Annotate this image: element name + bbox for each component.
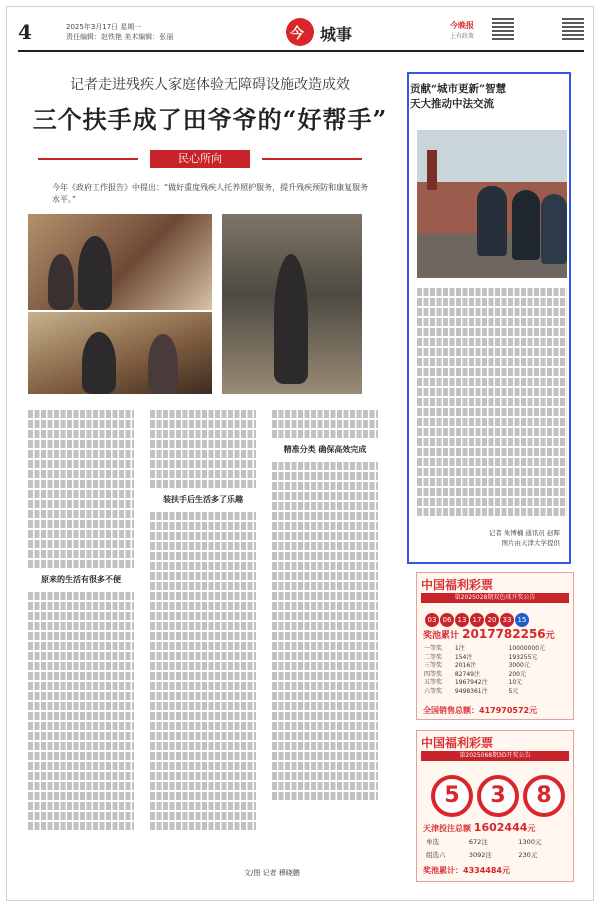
number-ball: 8 — [523, 775, 565, 817]
article-kicker: 记者走进残疾人家庭体验无障碍设施改造成效 — [70, 77, 350, 93]
jackpot-unit: 元 — [545, 631, 555, 641]
box-title-line-2: 天大推动中法交流 — [410, 98, 494, 110]
lottery-numbers — [431, 775, 569, 817]
jackpot-value: 2017782256 — [462, 627, 546, 641]
logo-char: 今 — [290, 26, 304, 42]
article-title: 三个扶手成了田爷爷的“好帮手” — [32, 105, 388, 134]
date-line-1: 2025年3月17日 星期一 — [66, 23, 142, 31]
header-rule — [18, 50, 584, 52]
qr-code-icon — [562, 18, 584, 40]
lottery-ad-welfare — [416, 572, 574, 720]
jackpot — [423, 627, 555, 641]
article-body — [28, 408, 392, 884]
person-figure — [541, 194, 567, 264]
article-byline: 文/图 记者 穆晓鹏 — [244, 869, 300, 877]
lottery-subtitle: 第2025028期双色球开奖公告 — [421, 593, 569, 603]
column-tag: 民心所向 — [150, 150, 250, 168]
table-row: 三等奖 2016注 3000元 — [424, 662, 530, 670]
subhead-2: 装扶手后生活多了乐趣 — [163, 495, 243, 504]
box-body — [417, 286, 567, 518]
box-photo — [417, 130, 567, 278]
person-figure — [477, 186, 507, 256]
lottery-subtitle: 第2025068期3D开奖公告 — [421, 751, 569, 761]
tianjin-value: 1602444 — [473, 821, 528, 834]
red-ball: 13 — [455, 613, 469, 627]
number-ball: 5 — [431, 775, 473, 817]
page-header — [18, 18, 584, 54]
section-name: 城事 — [320, 25, 353, 44]
blue-ball: 15 — [515, 613, 529, 627]
brand-sub: 上有政策 — [450, 33, 475, 40]
sales-total: 全国销售总额：417970572元 — [423, 706, 538, 715]
subhead-1: 原来的生活有很多不便 — [41, 575, 121, 584]
jackpot-label: 奖池累计 — [423, 631, 460, 641]
table-row: 一等奖 1注 10000000元 — [424, 645, 546, 652]
red-ball: 06 — [440, 613, 454, 627]
table-row: 组选六 3092注 230元 — [426, 851, 538, 859]
person-figure — [82, 332, 116, 394]
lottery-balls — [425, 607, 530, 627]
red-ball: 17 — [470, 613, 484, 627]
table-row: 单选 672注 1300元 — [426, 838, 542, 846]
number-ball: 3 — [477, 775, 519, 817]
body-column-3 — [272, 408, 378, 884]
red-ball: 20 — [485, 613, 499, 627]
table-row: 四等奖 82749注 200元 — [424, 670, 526, 678]
issue-date — [66, 22, 173, 42]
tianjin-total — [423, 821, 535, 834]
brand-name: 今晚报 — [450, 21, 474, 30]
section-logo-icon — [286, 18, 314, 46]
prize-table — [423, 835, 567, 863]
subhead-3: 精准分类 确保高效完成 — [283, 445, 367, 454]
table-row: 二等奖 154注 193255元 — [424, 653, 538, 661]
person-figure — [512, 190, 540, 260]
tianjin-unit: 元 — [527, 824, 536, 833]
brand — [450, 20, 474, 40]
person-figure — [48, 254, 74, 310]
table-row: 五等奖 1967942注 10元 — [424, 679, 523, 687]
red-ball: 03 — [425, 613, 439, 627]
body-column-2 — [150, 408, 256, 884]
lottery-logo: 中国福利彩票 — [421, 578, 494, 592]
prize-table — [423, 645, 567, 697]
box-credit-line-1: 记者 朱博楠 通讯员 赵晖 — [488, 529, 560, 537]
article-photo-3 — [222, 214, 362, 394]
table-row: 六等奖 9498361注 5元 — [424, 687, 519, 695]
tianjin-label: 天津投注总额 — [423, 824, 471, 833]
date-line-2: 责任编辑：赵铁艳 美术编辑：张丽 — [66, 33, 174, 41]
box-credit — [470, 528, 560, 548]
red-ball: 33 — [500, 613, 514, 627]
body-column-1 — [28, 408, 134, 884]
lottery-ad-3d — [416, 730, 574, 882]
box-title-line-1: 贡献“城市更新”智慧 — [410, 83, 507, 95]
person-figure — [78, 236, 112, 310]
person-figure — [274, 254, 308, 384]
article-lead: 今年《政府工作报告》中提出：“做好重度残疾人托养照护服务，提升残疾预防和康复服务水平。” — [52, 183, 369, 204]
pool-total: 奖池累计：4334484元 — [423, 866, 510, 875]
box-credit-line-2: 图片由天津大学提供 — [501, 539, 560, 547]
box-title — [410, 82, 566, 112]
lottery-logo: 中国福利彩票 — [421, 736, 494, 750]
qr-code-icon — [492, 18, 514, 40]
page-number: 4 — [18, 20, 32, 44]
chimney-shape — [427, 150, 437, 190]
article-photo-2 — [28, 312, 212, 394]
article-photo-1 — [28, 214, 212, 310]
person-figure — [148, 334, 178, 394]
